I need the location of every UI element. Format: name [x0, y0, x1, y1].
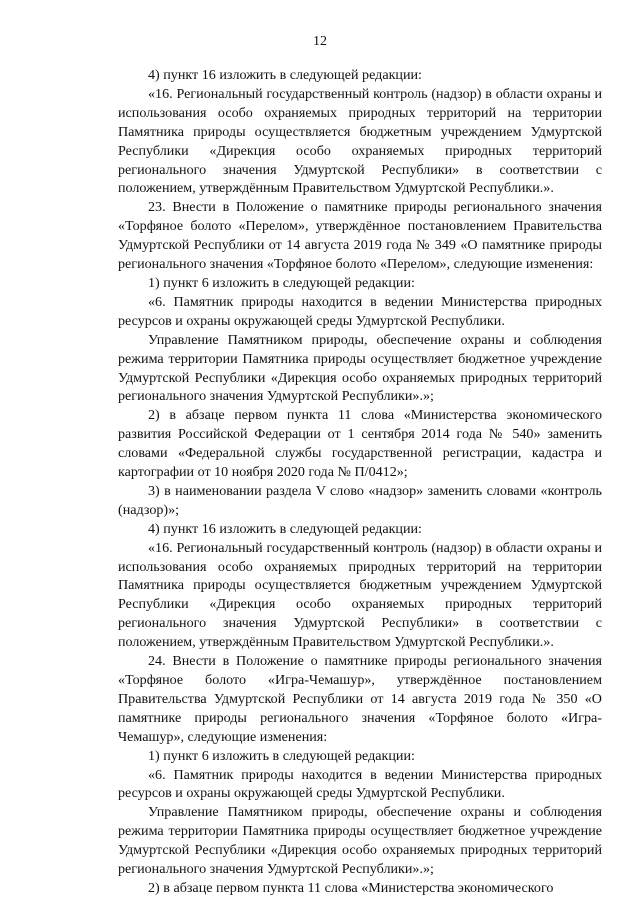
paragraph-item-1-heading: 1) пункт 6 изложить в следующей редакции:: [148, 747, 415, 764]
paragraph-item-1-heading: 1) пункт 6 изложить в следующей редакции:: [148, 274, 415, 291]
paragraph-item-6-text: «6. Памятник природы находится в ведении Министерства природных ресурсов и охраны окружающей среды Удмуртской Республики.: [118, 766, 602, 802]
paragraph-management-text: Управление Памятником природы, обеспечение охраны и соблюдения режима территории Памятника природы осуществляет бюджетное учреждение Удмуртской Республики «Дирекция особо охраняемых природных территорий регионального значения Удмуртской Республики».»;: [118, 331, 602, 405]
paragraph-management-text: Управление Памятником природы, обеспечение охраны и соблюдения режима территории Памятника природы осуществляет бюджетное учреждение Удмуртской Республики «Дирекция особо охраняемых природных территорий регионального значения Удмуртской Республики».»;: [118, 804, 602, 878]
document-body: [118, 66, 602, 898]
paragraph-item-6-text: «6. Памятник природы находится в ведении Министерства природных ресурсов и охраны окружающей среды Удмуртской Республики.: [118, 293, 602, 329]
paragraph-section-24-intro: 24. Внести в Положение о памятнике природы регионального значения «Торфяное болото «Игра-Чемашур», утверждённое постановлением Правительства Удмуртской Республики от 14 августа 2019 года № 350 «О памятнике природы регионального значения «Торфяное болото «Игра-Чемашур», следующие изменения:: [118, 653, 602, 745]
paragraph-item-16-text: «16. Региональный государственный контроль (надзор) в области охраны и использования особо охраняемых природных территорий на территории Памятника природы осуществляется бюджетным учреждением Удмуртской Республики «Дирекция особо охраняемых природных территорий регионального значения Удмуртской Республики» в соответствии с положением, утверждённым Правительством Удмуртской Республики.».: [118, 539, 602, 651]
paragraph-item-4-heading: 4) пункт 16 изложить в следующей редакции:: [148, 67, 422, 83]
paragraph-item-16-text: «16. Региональный государственный контроль (надзор) в области охраны и использования особо охраняемых природных территорий на территории Памятника природы осуществляется бюджетным учреждением Удмуртской Республики «Дирекция особо охраняемых природных территорий регионального значения Удмуртской Республики» в соответствии с положением, утверждённым Правительством Удмуртской Республики.».: [118, 85, 602, 197]
paragraph-item-2-amendment: 2) в абзаце первом пункта 11 слова «Министерства экономического развития Российской Федерации от 1 сентября 2014 года № 540» заменить словами «Федеральной службы государственной регистрации, кадастра и картографии от 10 ноября 2020 года № П/0412»;: [118, 407, 602, 481]
page-number: 12: [313, 34, 327, 49]
paragraph-item-3-amendment: 3) в наименовании раздела V слово «надзор» заменить словами «контроль (надзор)»;: [118, 482, 602, 518]
paragraph-item-4-heading: 4) пункт 16 изложить в следующей редакции:: [148, 520, 422, 537]
paragraph-section-23-intro: 23. Внести в Положение о памятнике природы регионального значения «Торфяное болото «Перелом», утверждённое постановлением Правительства Удмуртской Республики от 14 августа 2019 года № 349 «О памятнике природы регионального значения «Торфяное болото «Перелом», следующие изменения:: [118, 199, 602, 273]
paragraph-item-2-amendment: 2) в абзаце первом пункта 11 слова «Министерства экономического: [148, 879, 554, 896]
